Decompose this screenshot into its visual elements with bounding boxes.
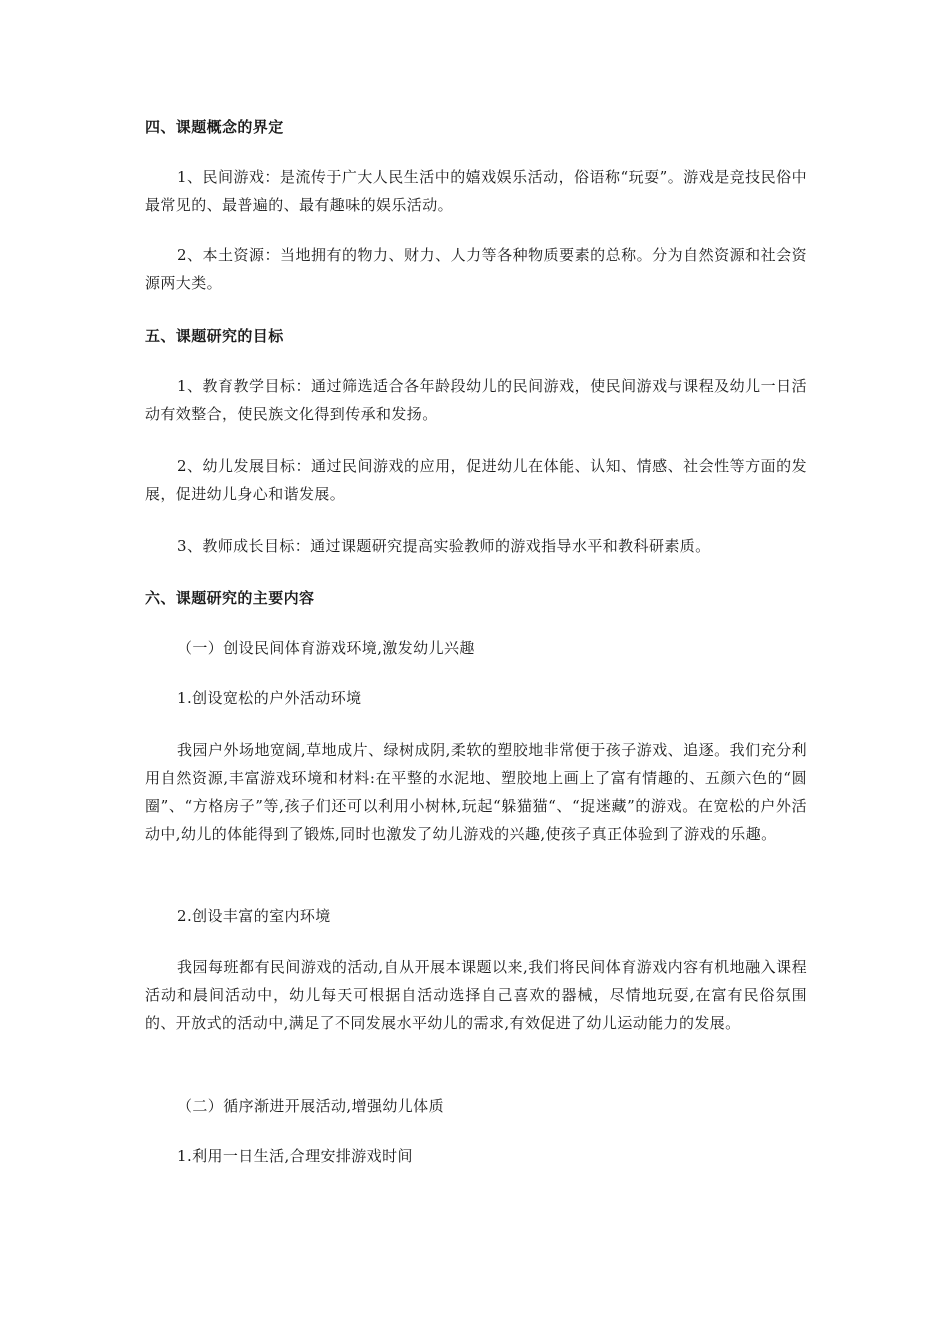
- section-4-paragraph-2: 2、本土资源：当地拥有的物力、财力、人力等各种物质要素的总称。分为自然资源和社会资源两大类。: [145, 246, 807, 292]
- section-5-heading: 五、课题研究的目标: [145, 327, 284, 345]
- section-5-paragraph-3: 3、教师成长目标：通过课题研究提高实验教师的游戏指导水平和教科研素质。: [177, 537, 711, 555]
- section-6-item-1: 1.创设宽松的户外活动环境: [177, 689, 362, 707]
- section-4-heading: 四、课题概念的界定: [145, 118, 284, 136]
- section-6-paragraph-2: 我园每班都有民间游戏的活动,自从开展本课题以来,我们将民间体育游戏内容有机地融入课程活动和晨间活动中，幼儿每天可根据自活动选择自己喜欢的器械，尽情地玩耍,在富有民俗氛围的、开放式的活动中,满足了不同发展水平幼儿的需求,有效促进了幼儿运动能力的发展。: [145, 958, 807, 1032]
- section-5-paragraph-1: 1、教育教学目标：通过筛选适合各年龄段幼儿的民间游戏，使民间游戏与课程及幼儿一日活动有效整合，使民族文化得到传承和发扬。: [145, 377, 807, 423]
- section-4-paragraph-1: 1、民间游戏：是流传于广大人民生活中的嬉戏娱乐活动，俗语称“玩耍”。游戏是竞技民俗中最常见的、最普遍的、最有趣味的娱乐活动。: [145, 168, 807, 214]
- section-6-item-2: 2.创设丰富的室内环境: [177, 907, 331, 925]
- section-6-subheading-2: （二）循序渐进开展活动,增强幼儿体质: [177, 1097, 444, 1115]
- section-6-subheading-1: （一）创设民间体育游戏环境,激发幼儿兴趣: [177, 639, 475, 657]
- section-6-item-3: 1.利用一日生活,合理安排游戏时间: [177, 1147, 413, 1165]
- section-5-paragraph-2: 2、幼儿发展目标：通过民间游戏的应用，促进幼儿在体能、认知、情感、社会性等方面的发展，促进幼儿身心和谐发展。: [145, 457, 807, 503]
- section-6-paragraph-1: 我园户外场地宽阔,草地成片、绿树成阴,柔软的塑胶地非常便于孩子游戏、追逐。我们充分利用自然资源,丰富游戏环境和材料:在平整的水泥地、塑胶地上画上了富有情趣的、五颜六色的“圆圈”、“方格房子”等,孩子们还可以利用小树林,玩起“躲猫猫“、“捉迷藏”的游戏。在宽松的户外活动中,幼儿的体能得到了锻炼,同时也激发了幼儿游戏的兴趣,使孩子真正体验到了游戏的乐趣。: [145, 741, 807, 843]
- section-6-heading: 六、课题研究的主要内容: [145, 589, 315, 607]
